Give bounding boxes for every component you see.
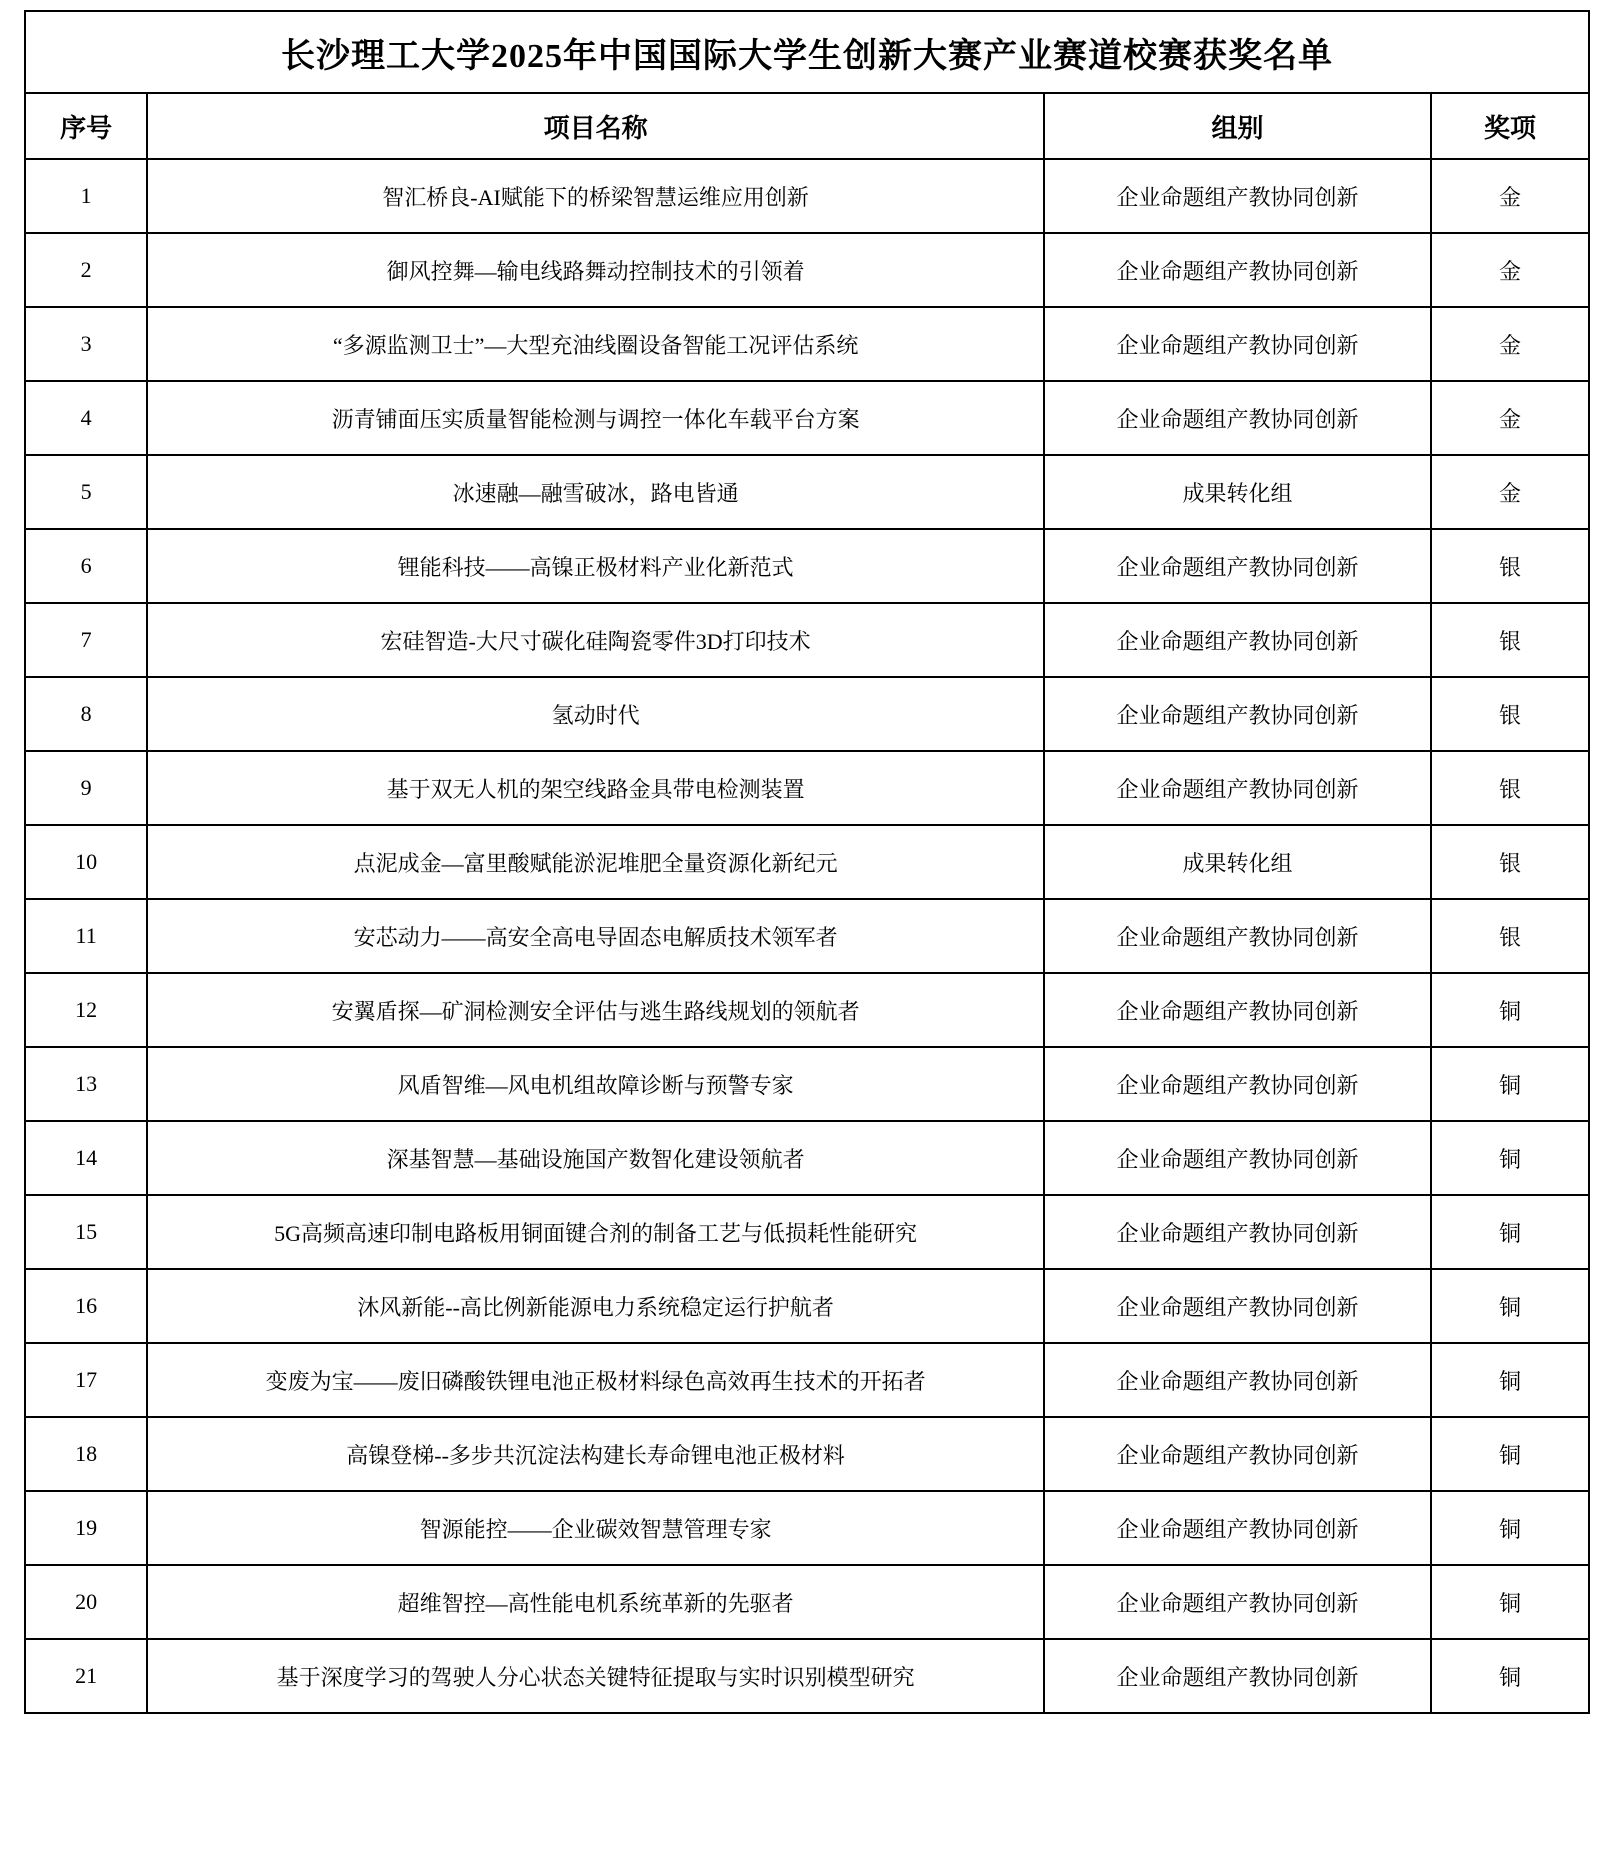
- cell-award: 铜: [1431, 1639, 1589, 1713]
- cell-project: 智源能控——企业碳效智慧管理专家: [147, 1491, 1044, 1565]
- table-row: [25, 529, 1589, 603]
- cell-group: 企业命题组产教协同创新: [1044, 381, 1431, 455]
- cell-group: 企业命题组产教协同创新: [1044, 233, 1431, 307]
- cell-group: 企业命题组产教协同创新: [1044, 1491, 1431, 1565]
- cell-group: 成果转化组: [1044, 825, 1431, 899]
- cell-group: 企业命题组产教协同创新: [1044, 1047, 1431, 1121]
- cell-award: 铜: [1431, 973, 1589, 1047]
- cell-group: 企业命题组产教协同创新: [1044, 677, 1431, 751]
- cell-group: 成果转化组: [1044, 455, 1431, 529]
- cell-project: 5G高频高速印制电路板用铜面键合剂的制备工艺与低损耗性能研究: [147, 1195, 1044, 1269]
- table-row: [25, 973, 1589, 1047]
- cell-award: 银: [1431, 825, 1589, 899]
- cell-project: 基于深度学习的驾驶人分心状态关键特征提取与实时识别模型研究: [147, 1639, 1044, 1713]
- table-row: [25, 455, 1589, 529]
- cell-no: 1: [25, 159, 147, 233]
- cell-no: 19: [25, 1491, 147, 1565]
- table-row: [25, 1269, 1589, 1343]
- cell-no: 10: [25, 825, 147, 899]
- table-row: [25, 1047, 1589, 1121]
- cell-no: 8: [25, 677, 147, 751]
- cell-award: 银: [1431, 603, 1589, 677]
- cell-award: 金: [1431, 159, 1589, 233]
- cell-award: 银: [1431, 899, 1589, 973]
- cell-award: 铜: [1431, 1269, 1589, 1343]
- cell-project: 深基智慧—基础设施国产数智化建设领航者: [147, 1121, 1044, 1195]
- cell-group: 企业命题组产教协同创新: [1044, 603, 1431, 677]
- cell-award: 银: [1431, 751, 1589, 825]
- cell-group: 企业命题组产教协同创新: [1044, 1195, 1431, 1269]
- cell-group: 企业命题组产教协同创新: [1044, 307, 1431, 381]
- cell-group: 企业命题组产教协同创新: [1044, 1269, 1431, 1343]
- column-header-group: 组别: [1044, 93, 1431, 159]
- award-list-table: [24, 10, 1590, 1714]
- cell-project: 点泥成金—富里酸赋能淤泥堆肥全量资源化新纪元: [147, 825, 1044, 899]
- cell-project: 智汇桥良-AI赋能下的桥梁智慧运维应用创新: [147, 159, 1044, 233]
- cell-no: 9: [25, 751, 147, 825]
- cell-project: 沐风新能--高比例新能源电力系统稳定运行护航者: [147, 1269, 1044, 1343]
- cell-no: 17: [25, 1343, 147, 1417]
- cell-no: 7: [25, 603, 147, 677]
- cell-award: 金: [1431, 381, 1589, 455]
- table-row: [25, 603, 1589, 677]
- cell-no: 18: [25, 1417, 147, 1491]
- cell-no: 5: [25, 455, 147, 529]
- cell-no: 3: [25, 307, 147, 381]
- table-row: [25, 233, 1589, 307]
- cell-group: 企业命题组产教协同创新: [1044, 751, 1431, 825]
- cell-project: 御风控舞—输电线路舞动控制技术的引领着: [147, 233, 1044, 307]
- cell-group: 企业命题组产教协同创新: [1044, 1565, 1431, 1639]
- cell-group: 企业命题组产教协同创新: [1044, 973, 1431, 1047]
- table-row: [25, 1491, 1589, 1565]
- cell-project: 冰速融—融雪破冰，路电皆通: [147, 455, 1044, 529]
- title-row: [25, 11, 1589, 93]
- cell-award: 铜: [1431, 1047, 1589, 1121]
- cell-no: 13: [25, 1047, 147, 1121]
- table-row: [25, 1417, 1589, 1491]
- cell-project: 风盾智维—风电机组故障诊断与预警专家: [147, 1047, 1044, 1121]
- cell-project: 安芯动力——高安全高电导固态电解质技术领军者: [147, 899, 1044, 973]
- cell-project: 沥青铺面压实质量智能检测与调控一体化车载平台方案: [147, 381, 1044, 455]
- cell-no: 21: [25, 1639, 147, 1713]
- cell-award: 银: [1431, 529, 1589, 603]
- cell-award: 铜: [1431, 1343, 1589, 1417]
- cell-project: 基于双无人机的架空线路金具带电检测装置: [147, 751, 1044, 825]
- cell-project: 高镍登梯--多步共沉淀法构建长寿命锂电池正极材料: [147, 1417, 1044, 1491]
- cell-group: 企业命题组产教协同创新: [1044, 1343, 1431, 1417]
- table-row: [25, 1639, 1589, 1713]
- cell-award: 铜: [1431, 1121, 1589, 1195]
- column-header-no: 序号: [25, 93, 147, 159]
- cell-project: 变废为宝——废旧磷酸铁锂电池正极材料绿色高效再生技术的开拓者: [147, 1343, 1044, 1417]
- cell-award: 银: [1431, 677, 1589, 751]
- cell-group: 企业命题组产教协同创新: [1044, 1639, 1431, 1713]
- cell-group: 企业命题组产教协同创新: [1044, 1121, 1431, 1195]
- cell-no: 20: [25, 1565, 147, 1639]
- table-row: [25, 1195, 1589, 1269]
- cell-no: 12: [25, 973, 147, 1047]
- table-row: [25, 1121, 1589, 1195]
- cell-award: 金: [1431, 307, 1589, 381]
- cell-award: 铜: [1431, 1491, 1589, 1565]
- table-row: [25, 381, 1589, 455]
- cell-project: 氢动时代: [147, 677, 1044, 751]
- cell-project: 安翼盾探—矿洞检测安全评估与逃生路线规划的领航者: [147, 973, 1044, 1047]
- cell-no: 2: [25, 233, 147, 307]
- cell-no: 16: [25, 1269, 147, 1343]
- table-row: [25, 751, 1589, 825]
- column-header-award: 奖项: [1431, 93, 1589, 159]
- cell-no: 15: [25, 1195, 147, 1269]
- cell-no: 6: [25, 529, 147, 603]
- cell-award: 金: [1431, 233, 1589, 307]
- cell-project: 锂能科技——高镍正极材料产业化新范式: [147, 529, 1044, 603]
- cell-group: 企业命题组产教协同创新: [1044, 1417, 1431, 1491]
- header-row: [25, 93, 1589, 159]
- table-body: [25, 11, 1589, 1713]
- cell-project: “多源监测卫士”—大型充油线圈设备智能工况评估系统: [147, 307, 1044, 381]
- cell-group: 企业命题组产教协同创新: [1044, 159, 1431, 233]
- table-row: [25, 159, 1589, 233]
- cell-group: 企业命题组产教协同创新: [1044, 899, 1431, 973]
- cell-award: 金: [1431, 455, 1589, 529]
- cell-no: 4: [25, 381, 147, 455]
- table-row: [25, 899, 1589, 973]
- table-row: [25, 1565, 1589, 1639]
- table-row: [25, 677, 1589, 751]
- cell-project: 超维智控—高性能电机系统革新的先驱者: [147, 1565, 1044, 1639]
- table-row: [25, 825, 1589, 899]
- cell-no: 11: [25, 899, 147, 973]
- column-header-project: 项目名称: [147, 93, 1044, 159]
- table-row: [25, 1343, 1589, 1417]
- cell-no: 14: [25, 1121, 147, 1195]
- cell-award: 铜: [1431, 1195, 1589, 1269]
- cell-award: 铜: [1431, 1565, 1589, 1639]
- cell-award: 铜: [1431, 1417, 1589, 1491]
- cell-project: 宏硅智造-大尺寸碳化硅陶瓷零件3D打印技术: [147, 603, 1044, 677]
- table-row: [25, 307, 1589, 381]
- document-title: 长沙理工大学2025年中国国际大学生创新大赛产业赛道校赛获奖名单: [25, 11, 1589, 93]
- cell-group: 企业命题组产教协同创新: [1044, 529, 1431, 603]
